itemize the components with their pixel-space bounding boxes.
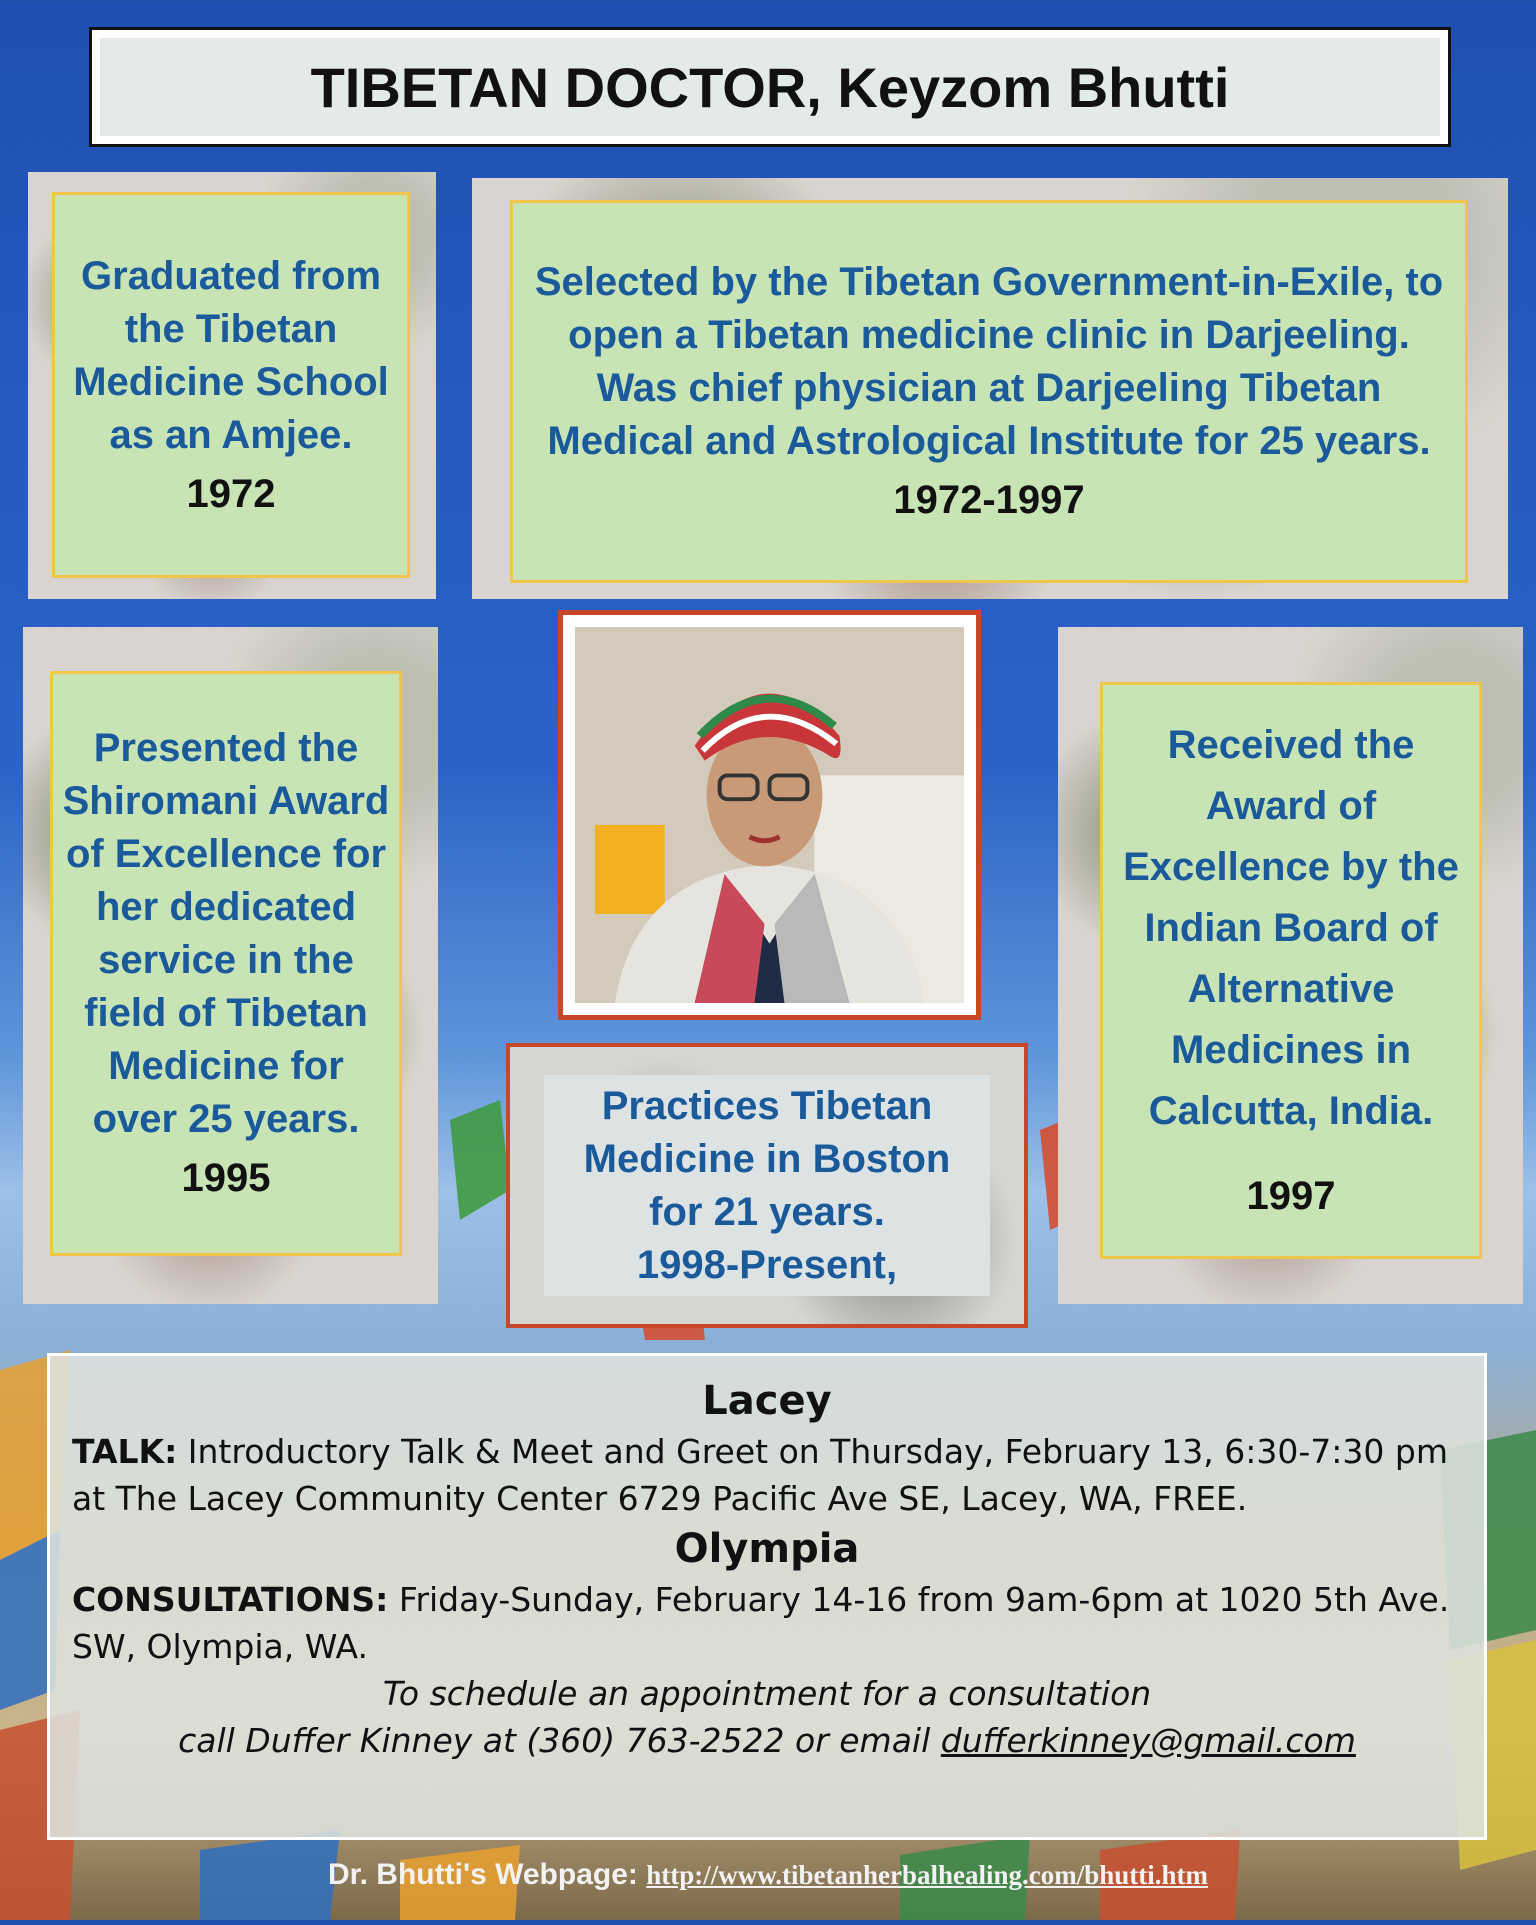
footer — [0, 1858, 1536, 1892]
doctor-portrait-image — [575, 627, 964, 1003]
event-description-olympia — [72, 1576, 1462, 1670]
contact-line — [72, 1717, 1462, 1764]
note-received — [1100, 682, 1482, 1259]
note-text: Graduated from the Tibetan Medicine School as an Amjee. — [73, 253, 389, 457]
email-link[interactable]: dufferkinney@gmail.com — [940, 1721, 1356, 1760]
photo-frame — [558, 610, 981, 1020]
title-banner — [89, 27, 1451, 147]
event-description-lacey — [72, 1428, 1462, 1522]
note-text: Presented the Shiromani Award of Excellence for her dedicated service in the field of Tibetan Medicine for over 25 years. — [62, 726, 390, 1141]
note-year: 1998-Present, — [636, 1242, 898, 1287]
note-year: 1972-1997 — [893, 478, 1085, 522]
note-practices — [544, 1075, 990, 1296]
note-year: 1972 — [186, 471, 276, 516]
note-text: Received the Award of Excellence by the Indian Board of Alternative Medicines in Calcutta, India. — [1123, 722, 1459, 1133]
note-practices-frame — [506, 1043, 1028, 1328]
event-text: Friday-Sunday, February 14-16 from 9am-6pm at 1020 5th Ave. SW, Olympia, WA. — [72, 1580, 1450, 1666]
schedule-line: To schedule an appointment for a consultation — [382, 1674, 1152, 1713]
contact-text: call Duffer Kinney at (360) 763-2522 or email — [178, 1721, 941, 1760]
page-title: TIBETAN DOCTOR, Keyzom Bhutti — [100, 38, 1440, 136]
note-selected — [510, 200, 1468, 583]
note-text: Practices Tibetan Medicine in Boston for 21 years. — [583, 1083, 951, 1234]
webpage-link[interactable]: http://www.tibetanherbalhealing.com/bhutti.htm — [646, 1860, 1209, 1890]
event-label: CONSULTATIONS: — [72, 1580, 389, 1619]
footer-label: Dr. Bhutti's Webpage: — [327, 1858, 638, 1891]
event-city-olympia: Olympia — [674, 1526, 860, 1572]
note-graduated — [52, 192, 410, 578]
event-city-lacey: Lacey — [702, 1378, 832, 1424]
note-year: 1995 — [181, 1156, 271, 1200]
note-shiromani — [50, 671, 402, 1256]
note-year: 1997 — [1246, 1173, 1336, 1218]
events-panel — [47, 1353, 1487, 1840]
note-text: Selected by the Tibetan Government-in-Exile, to open a Tibetan medicine clinic in Darjeeling. Was chief physician at Darjeeling Tibetan Medical and Astrological Institute for 25 years. — [534, 260, 1444, 463]
event-text: Introductory Talk & Meet and Greet on Thursday, February 13, 6:30-7:30 pm at The Lacey Community Center 6729 Pacific Ave SE, Lacey, WA, FREE. — [72, 1432, 1448, 1518]
event-label: TALK: — [72, 1432, 178, 1471]
